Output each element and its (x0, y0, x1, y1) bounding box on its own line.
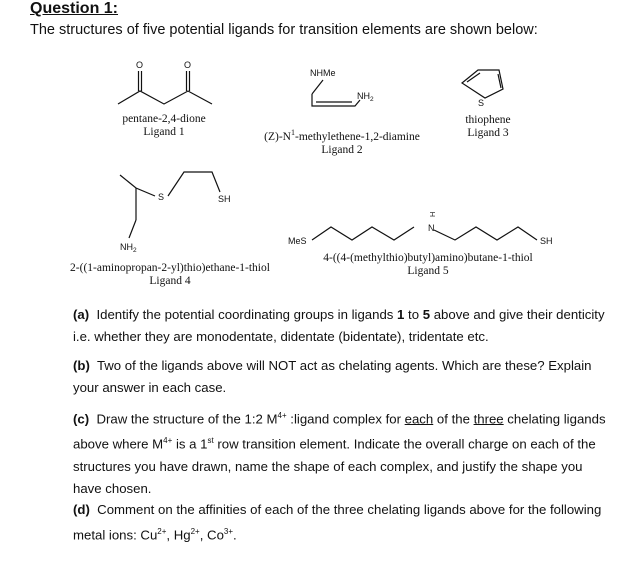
part-b-label: (b) (73, 358, 90, 373)
ligand-5-atom-mes: MeS (288, 236, 307, 246)
ligand-1-atom-o1: O (136, 60, 144, 70)
part-b: (b) Two of the ligands above will NOT act as chelating agents. Which are these? Explain your answer in each case. (73, 358, 592, 395)
part-d: (d) Comment on the affinities of each of the three chelating ligands above for the following metal ions: $Cu^{2+}$, $Hg^{2+}$, $Co^{3+}$. (73, 502, 602, 543)
ligand-1-atom-o2: O (184, 60, 192, 70)
ligand-3-structure (462, 70, 503, 98)
ligand-2-atom-nh2: $NH_2$ (357, 91, 374, 103)
part-a: (a) Identify the potential coordinating groups in ligands 1 to 5 above and give their denticity i.e. whether they are monodentate, didentate (bidentate), tridentate etc. (73, 307, 605, 344)
part-a-label: (a) (73, 307, 90, 322)
ligand-4-caption (55, 262, 285, 288)
ligand-3-label: Ligand 3 (467, 127, 509, 139)
ligand-2-structure (312, 80, 360, 106)
ligand-4-atom-s: S (158, 192, 165, 202)
ligand-5-name: 4-((4-(methylthio)butyl)amino)butane-1-thiol (323, 252, 533, 264)
ligand-4-atom-sh: SH (218, 194, 231, 204)
ligand-4-name: 2-((1-aminopropan-2-yl)thio)ethane-1-thiol (70, 262, 270, 274)
ligand-4-structure (120, 172, 220, 238)
ligand-3-caption (450, 114, 526, 140)
ligand-1-structure (118, 71, 212, 104)
ligand-1-label: Ligand 1 (143, 126, 185, 138)
question-title: Question 1: (30, 0, 119, 17)
ligand-2-caption (252, 126, 432, 157)
ligand-5-label: Ligand 5 (407, 265, 449, 277)
ligand-4-atom-nh2: $NH_2$ (120, 242, 137, 254)
ligand-2-label: Ligand 2 (321, 143, 363, 156)
ligand-5-caption (308, 252, 548, 278)
ligand-5-structure (312, 227, 537, 240)
ligand-2-atom-nhme: NHMe (310, 68, 336, 78)
ligand-3-name: thiophene (465, 114, 511, 126)
ligand-2-name: $(Z)-N^1-methylethene-1,2$-diamine (264, 128, 420, 143)
part-c: (c) Draw the structure of the 1:2 $M^{4+}$ :ligand complex for each of the three chelating ligands above where $M^{4+}$ is a 1st row transition element. Indicate the overall charge on each of the structures you have drawn, name the shape of each complex, and justify the shape you have chosen. (73, 411, 606, 496)
part-c-label: (c) (73, 411, 90, 427)
part-d-label: (d) (73, 502, 90, 517)
ligand-5-atom-sh: SH (540, 236, 553, 246)
ligand-5-atom-n: N (428, 223, 435, 233)
question-intro: The structures of five potential ligands for transition elements are shown below: (30, 22, 538, 38)
ligand-1-name: pentane-2,4-dione (122, 113, 206, 125)
ligand-1-caption (104, 113, 224, 139)
ligand-3-atom-s: S (478, 98, 485, 108)
ligand-5-atom-h: H (428, 211, 437, 217)
ligand-4-label: Ligand 4 (149, 275, 191, 287)
